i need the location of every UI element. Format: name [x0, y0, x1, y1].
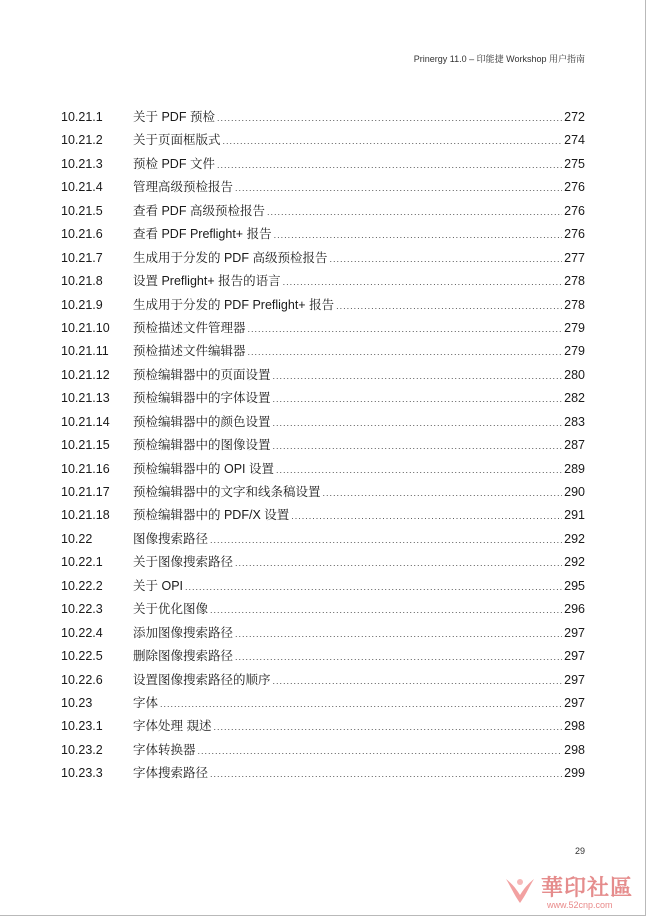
toc-entry-page: 298: [564, 742, 585, 757]
toc-entry-page: 298: [564, 719, 585, 734]
toc-entry-page: 275: [564, 156, 585, 171]
toc-entry-page: 287: [564, 438, 585, 453]
toc-entry[interactable]: [61, 507, 585, 530]
toc-entry-title: 预检编辑器中的颜色设置: [133, 414, 271, 429]
toc-entry-number: 10.22.2: [61, 578, 103, 593]
toc-entry-number: 10.21.8: [61, 274, 103, 289]
toc-entry-title: 预检编辑器中的 PDF/X 设置: [133, 508, 290, 523]
toc-entry-number: 10.21.1: [61, 110, 103, 124]
toc-entry-number: 10.21.9: [61, 297, 103, 312]
toc-dot-leader: [235, 649, 562, 666]
toc-dot-leader: [248, 344, 563, 361]
toc-entry-page: 290: [564, 485, 585, 499]
toc-entry-page: 276: [564, 180, 585, 195]
toc-entry[interactable]: [61, 297, 585, 320]
toc-entry[interactable]: [61, 226, 585, 249]
toc-entry-number: 10.21.10: [61, 320, 110, 335]
toc-entry-page: 279: [564, 344, 585, 359]
toc-entry-title: 预检编辑器中的文字和线条稿设置: [133, 485, 321, 499]
toc-entry-title: 预检编辑器中的 OPI 设置: [133, 461, 274, 476]
toc-dot-leader: [273, 438, 563, 455]
watermark-logo-icon: [503, 873, 537, 907]
toc-entry-page: 292: [564, 555, 585, 570]
toc-entry-page: 279: [564, 320, 585, 335]
toc-entry-page: 297: [564, 672, 585, 687]
toc-dot-leader: [210, 602, 562, 619]
toc-entry-title: 查看 PDF Preflight+ 报告: [133, 227, 272, 242]
toc-entry[interactable]: [61, 601, 585, 624]
toc-entry-title: 设置图像搜索路径的顺序: [133, 672, 271, 687]
toc-entry[interactable]: [61, 554, 585, 577]
toc-entry[interactable]: [61, 672, 585, 695]
toc-entry-number: 10.21.13: [61, 391, 110, 406]
toc-entry[interactable]: [61, 343, 585, 366]
toc-dot-leader: [185, 579, 562, 596]
toc-dot-leader: [291, 508, 562, 525]
toc-entry-page: 278: [564, 274, 585, 289]
toc-entry-title: 预检编辑器中的图像设置: [133, 438, 271, 453]
toc-dot-leader: [213, 719, 562, 736]
toc-dot-leader: [235, 555, 562, 572]
toc-entry-page: 276: [564, 203, 585, 218]
toc-entry-title: 关于 OPI: [133, 578, 184, 593]
toc-dot-leader: [217, 157, 562, 174]
toc-entry-page: 278: [564, 297, 585, 312]
toc-entry-title: 字体处理 覝述: [133, 719, 212, 734]
toc-entry-title: 生成用于分发的 PDF Preflight+ 报告: [133, 297, 335, 312]
toc-dot-leader: [273, 415, 563, 432]
toc-entry-title: 预检 PDF 文件: [133, 156, 215, 171]
toc-entry-title: 预检编辑器中的页面设置: [133, 367, 271, 382]
toc-entry-page: 276: [564, 227, 585, 242]
toc-entry-title: 添加图像搜索路径: [133, 625, 234, 640]
toc-entry-title: 预检编辑器中的字体设置: [133, 391, 271, 406]
toc-entry-number: 10.21.3: [61, 156, 103, 171]
toc-dot-leader: [235, 180, 562, 197]
toc-dot-leader: [283, 274, 563, 291]
toc-entry[interactable]: [61, 132, 585, 155]
toc-entry-number: 10.21.14: [61, 414, 110, 429]
toc-entry-title: 删除图像搜索路径: [133, 649, 234, 664]
toc-entry[interactable]: [61, 390, 585, 413]
toc-entry[interactable]: [61, 203, 585, 226]
toc-entry-title: 查看 PDF 高级预检报告: [133, 203, 265, 218]
toc-entry-page: 292: [564, 531, 585, 546]
toc-entry-number: 10.21.5: [61, 203, 103, 218]
toc-entry-page: 277: [564, 250, 585, 265]
toc-entry-title: 关于页面框版式: [133, 133, 221, 148]
toc-entry-page: 272: [564, 110, 585, 124]
toc-entry[interactable]: [61, 461, 585, 484]
toc-entry[interactable]: [61, 156, 585, 179]
toc-entry-page: 297: [564, 625, 585, 640]
toc-entry-title: 管理高级预检报告: [133, 180, 234, 195]
toc-entry[interactable]: [61, 648, 585, 671]
toc-dot-leader: [267, 204, 562, 221]
toc-entry-number: 10.21.17: [61, 485, 110, 499]
toc-dot-leader: [273, 368, 563, 385]
toc-entry-title: 字体转换器: [133, 742, 196, 757]
toc-entry[interactable]: [61, 179, 585, 202]
toc-entry-page: 282: [564, 391, 585, 406]
toc-entry[interactable]: [61, 437, 585, 460]
toc-entry-page: 274: [564, 133, 585, 148]
toc-entry-number: 10.21.15: [61, 438, 110, 453]
toc-entry-title: 图像搜索路径: [133, 531, 209, 546]
toc-entry-page: 295: [564, 578, 585, 593]
toc-entry-number: 10.23.2: [61, 742, 103, 757]
toc-entry-title: 关于优化图像: [133, 602, 209, 617]
toc-entry[interactable]: [61, 484, 585, 507]
toc-dot-leader: [235, 626, 562, 643]
toc-entry-title: 关于图像搜索路径: [133, 555, 234, 570]
toc-entry[interactable]: [61, 367, 585, 390]
toc-entry[interactable]: [61, 578, 585, 601]
toc-dot-leader: [248, 321, 563, 338]
watermark-brand: 華印社區: [541, 876, 634, 901]
toc-entry-number: 10.22.6: [61, 672, 103, 687]
toc-entry-title: 生成用于分发的 PDF 高级预检报告: [133, 250, 328, 265]
toc-entry-title: 预检描述文件管理器: [133, 320, 246, 335]
toc-entry-number: 10.23.1: [61, 719, 103, 734]
toc-entry-page: 283: [564, 414, 585, 429]
page-number: 29: [574, 846, 585, 856]
toc-entry-title: 设置 Preflight+ 报告的语言: [133, 274, 281, 289]
toc-entry-number: 10.21.4: [61, 180, 103, 195]
toc-entry-page: 297: [564, 695, 585, 710]
toc-dot-leader: [198, 743, 563, 760]
toc-entry-page: 296: [564, 602, 585, 617]
toc-entry[interactable]: [61, 250, 585, 273]
toc-dot-leader: [274, 227, 563, 244]
toc-dot-leader: [336, 298, 562, 315]
toc-dot-leader: [217, 110, 562, 127]
toc-dot-leader: [276, 462, 562, 479]
toc-entry[interactable]: [61, 109, 585, 132]
toc-entry-title: 关于 PDF 预检: [133, 110, 215, 124]
toc-entry[interactable]: [61, 742, 585, 765]
running-header: Prinergy 11.0 – 印能捷 Workshop 用户指南: [413, 54, 585, 64]
toc-entry-page: 299: [564, 766, 585, 781]
toc-entry[interactable]: [61, 625, 585, 648]
toc-dot-leader: [160, 696, 562, 713]
toc-entry[interactable]: [61, 718, 585, 741]
toc-entry-title: 字体: [133, 695, 159, 710]
toc-entry[interactable]: [61, 695, 585, 718]
toc-dot-leader: [223, 133, 563, 150]
table-of-contents: [61, 109, 585, 789]
toc-entry[interactable]: [61, 414, 585, 437]
toc-entry-number: 10.22.3: [61, 602, 103, 617]
toc-entry[interactable]: [61, 531, 585, 554]
toc-entry-number: 10.22.4: [61, 625, 103, 640]
toc-dot-leader: [210, 766, 562, 783]
toc-entry[interactable]: [61, 273, 585, 296]
watermark: [503, 869, 643, 915]
watermark-url: www.52cnp.com: [547, 900, 613, 910]
toc-dot-leader: [323, 485, 563, 502]
toc-entry-number: 10.21.7: [61, 250, 103, 265]
toc-dot-leader: [273, 391, 563, 408]
toc-entry-number: 10.21.18: [61, 508, 110, 523]
toc-entry-number: 10.22: [61, 531, 93, 546]
toc-entry-number: 10.22.5: [61, 649, 103, 664]
toc-entry-page: 289: [564, 461, 585, 476]
toc-entry-number: 10.21.16: [61, 461, 110, 476]
toc-dot-leader: [210, 532, 562, 549]
toc-entry-number: 10.21.12: [61, 367, 110, 382]
toc-entry[interactable]: [61, 765, 585, 788]
toc-entry-page: 280: [564, 367, 585, 382]
toc-entry-number: 10.21.11: [61, 344, 109, 359]
toc-entry-title: 预检描述文件编辑器: [133, 344, 246, 359]
toc-entry-number: 10.23: [61, 695, 93, 710]
toc-entry-title: 字体搜索路径: [133, 766, 209, 781]
toc-dot-leader: [273, 673, 563, 690]
toc-dot-leader: [329, 251, 562, 268]
toc-entry-page: 297: [564, 649, 585, 664]
toc-entry-page: 291: [564, 508, 585, 523]
toc-entry-number: 10.22.1: [61, 555, 103, 570]
toc-entry-number: 10.23.3: [61, 766, 103, 781]
toc-entry-number: 10.21.2: [61, 133, 103, 148]
toc-entry[interactable]: [61, 320, 585, 343]
toc-entry-number: 10.21.6: [61, 227, 103, 242]
